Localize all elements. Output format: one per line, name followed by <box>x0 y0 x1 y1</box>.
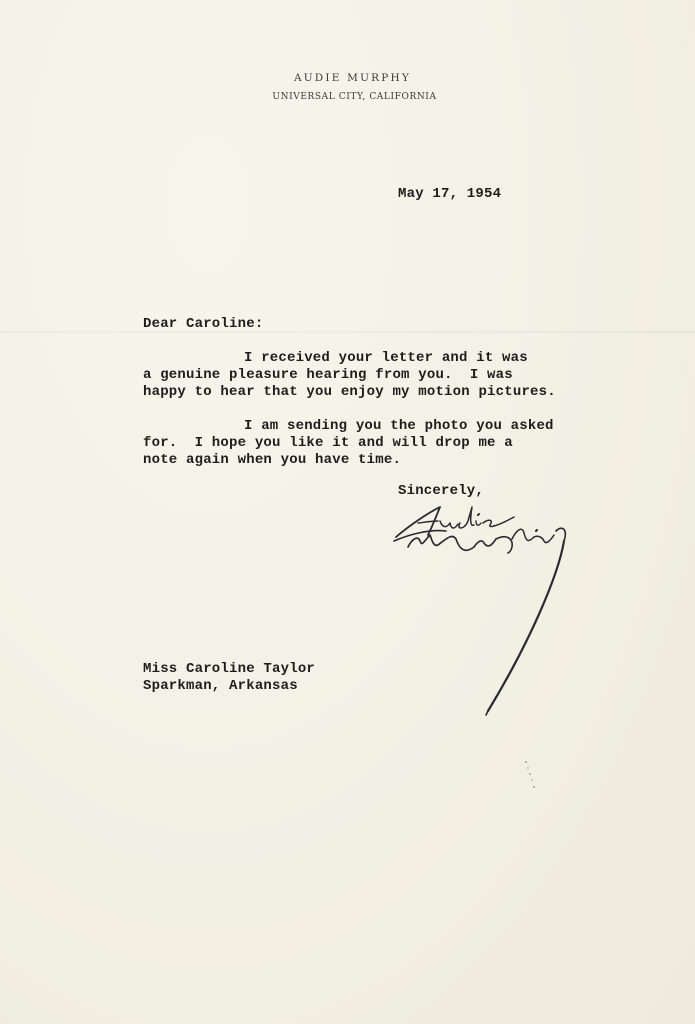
paragraph-1-line-1-text: I received your letter and it was <box>244 350 528 366</box>
paragraph-2-line-1-text: I am sending you the photo you asked <box>244 418 554 434</box>
recipient-name: Miss Caroline Taylor <box>143 661 316 677</box>
recipient-place: Sparkman, Arkansas <box>143 678 298 694</box>
paragraph-2-line-2: for. I hope you like it and will drop me a <box>143 435 513 451</box>
paragraph-1-line-2: a genuine pleasure hearing from you. I was <box>143 367 513 383</box>
paragraph-1-line-1 <box>143 350 528 366</box>
closing: Sincerely, <box>398 483 485 499</box>
letterhead-name: AUDIE MURPHY <box>293 72 412 84</box>
paragraph-2-line-3: note again when you have time. <box>143 452 402 468</box>
paper-speck-mark <box>524 760 536 790</box>
salutation: Dear Caroline: <box>143 316 264 332</box>
letterhead-location: UNIVERSAL CITY, CALIFORNIA <box>272 92 437 102</box>
handwritten-signature <box>388 495 578 720</box>
letter-date: May 17, 1954 <box>398 186 502 202</box>
paragraph-2-line-1 <box>143 418 554 434</box>
paragraph-1-line-3: happy to hear that you enjoy my motion pictures. <box>143 384 556 400</box>
